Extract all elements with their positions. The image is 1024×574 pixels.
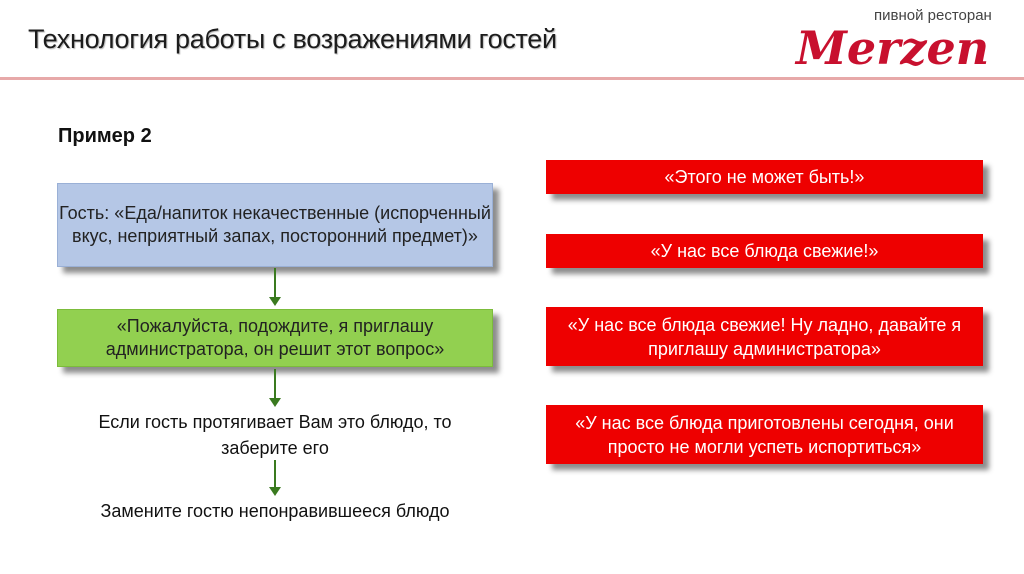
wrong-reply-text-2: «У нас все блюда свежие!» — [650, 241, 879, 261]
wrong-reply-text-4: «У нас все блюда приготовлены сегодня, они просто не могли успеть испортиться» — [575, 412, 954, 457]
flow-arrow-2 — [269, 369, 281, 407]
wrong-reply-text-3: «У нас все блюда свежие! Ну ладно, давайте я приглашу администратора» — [567, 314, 962, 359]
wrong-reply-box-3 — [546, 307, 983, 366]
merzen-logo — [794, 4, 1016, 72]
title-divider — [0, 77, 1024, 80]
guest-complaint-box — [57, 183, 493, 267]
wrong-reply-box-1 — [546, 160, 983, 194]
logo-wordmark: Merzen — [796, 21, 990, 72]
page-title: Технология работы с возражениями гостей — [28, 24, 557, 54]
step-replace-dish: Замените гостю непонравившееся блюдо — [100, 501, 450, 521]
guest-complaint-text: Гость: «Еда/напиток некачественные (испорченный вкус, неприятный запах, посторонний предмет)» — [59, 203, 491, 246]
logo-subtitle: пивной ресторан — [874, 7, 992, 24]
flow-arrow-3 — [269, 460, 281, 496]
example-label: Пример 2 — [58, 125, 152, 147]
correct-reply-box — [57, 309, 493, 367]
wrong-reply-box-2 — [546, 234, 983, 268]
wrong-reply-box-4 — [546, 405, 983, 464]
correct-reply-text: «Пожалуйста, подождите, я приглашу администратора, он решит этот вопрос» — [105, 316, 445, 359]
wrong-reply-text-1: «Этого не может быть!» — [664, 167, 865, 187]
step-take-dish: Если гость протягивает Вам это блюдо, то заберите его — [98, 412, 452, 458]
flow-arrow-1 — [269, 268, 281, 306]
